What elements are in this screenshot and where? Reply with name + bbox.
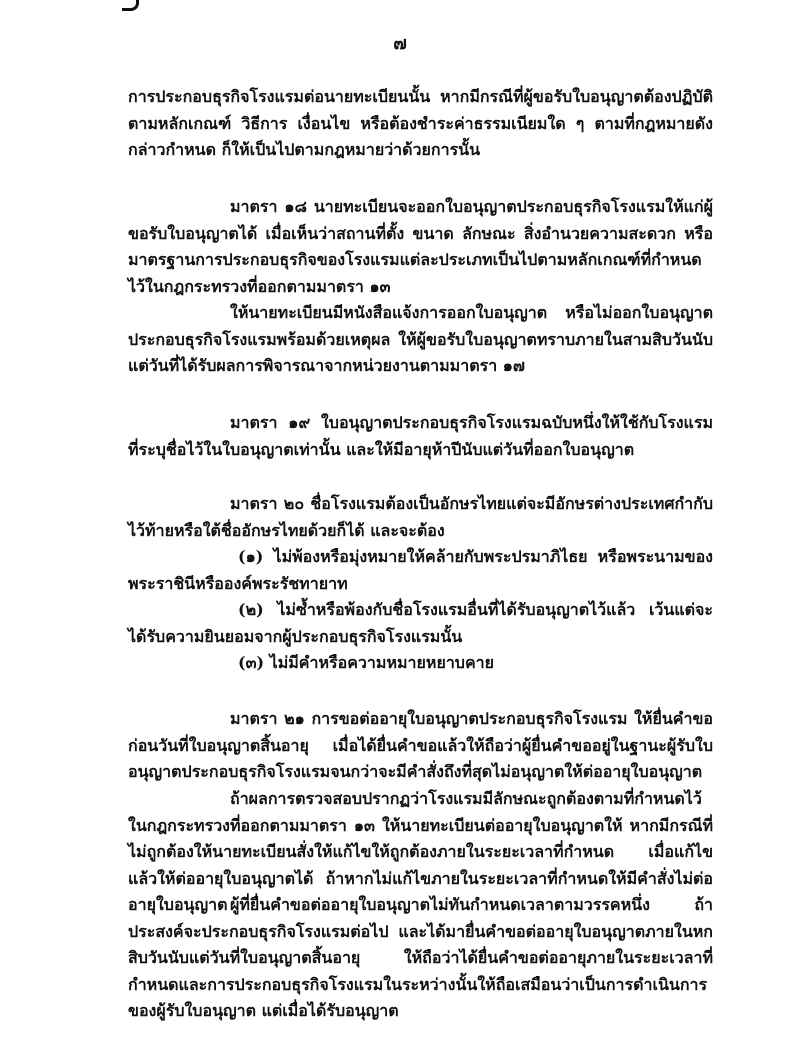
section-21-subparagraph-3: ผู้ที่ยื่นคำขอต่ออายุใบอนุญาตไม่ทันกำหนดเวลาตามวรรคหนึ่ง ถ้าประสงค์จะประกอบธุรกิจโรงแรมต่อไป และได้มายื่นคำขอต่ออายุใบอนุญาตภายในหกสิบวันนับแต่วันที่ใบอนุญาตสิ้นอายุ ให้ถือว่าได้ยื่นคำขอต่ออายุภายในระยะเวลาที่กำหนดและการประกอบธุรกิจโรงแรมในระหว่างนั้นให้ถือเสมือนว่าเป็นการดำเนินการของผู้รับใบอนุญาต แต่เมื่อได้รับอนุญาต: [128, 895, 713, 1020]
section-20-item-2: (๒) ไม่ซ้ำหรือพ้องกับชื่อโรงแรมอื่นที่ได้รับอนุญาตไว้แล้ว เว้นแต่จะได้รับความยินยอมจากผู้ประกอบธุรกิจโรงแรมนั้น: [128, 600, 713, 646]
section-19-paragraph: มาตรา ๑๙ ใบอนุญาตประกอบธุรกิจโรงแรมฉบับหนึ่งให้ใช้กับโรงแรมที่ระบุชื่อไว้ในใบอนุญาตเท่านั้น และให้มีอายุห้าปีนับแต่วันที่ออกใบอนุญาต: [128, 413, 713, 459]
paragraph-continuation: การประกอบธุรกิจโรงแรมต่อนายทะเบียนนั้น หากมีกรณีที่ผู้ขอรับใบอนุญาตต้องปฏิบัติตามหลักเกณฑ์ วิธีการ เงื่อนไข หรือต้องชำระค่าธรรมเนียมใด ๆ ตามที่กฎหมายดังกล่าวกำหนด ก็ให้เป็นไปตามกฎหมายว่าด้วยการนั้น: [128, 87, 713, 159]
scan-mark: [122, 0, 139, 11]
section-21-subparagraph-2: ถ้าผลการตรวจสอบปรากฏว่าโรงแรมมีลักษณะถูกต้องตามที่กำหนดไว้ในกฎกระทรวงที่ออกตามมาตรา ๑๓ ให้นายทะเบียนต่ออายุใบอนุญาตให้ หากมีกรณีที่ไม่ถูกต้องให้นายทะเบียนสั่งให้แก้ไขให้ถูกต้องภายในระยะเวลาที่กำหนด เมื่อแก้ไขแล้วให้ต่ออายุใบอนุญาตได้ ถ้าหากไม่แก้ไขภายในระยะเวลาที่กำหนดให้มีคำสั่งไม่ต่ออายุใบอนุญาต: [128, 789, 713, 914]
section-20-paragraph: มาตรา ๒๐ ชื่อโรงแรมต้องเป็นอักษรไทยแต่จะมีอักษรต่างประเทศกำกับไว้ท้ายหรือใต้ชื่ออักษรไทยด้วยก็ได้ และจะต้อง: [128, 494, 713, 540]
section-20-item-3: (๓) ไม่มีคำหรือความหมายหยาบคาย: [238, 653, 495, 672]
section-18-subparagraph: ให้นายทะเบียนมีหนังสือแจ้งการออกใบอนุญาต หรือไม่ออกใบอนุญาตประกอบธุรกิจโรงแรมพร้อมด้วยเหตุผล ให้ผู้ขอรับใบอนุญาตทราบภายในสามสิบวันนับแต่วันที่ได้รับผลการพิจารณาจากหน่วยงานตามมาตรา ๑๗: [128, 303, 713, 375]
page-number: ๗: [393, 33, 407, 54]
section-21-paragraph: มาตรา ๒๑ การขอต่ออายุใบอนุญาตประกอบธุรกิจโรงแรม ให้ยื่นคำขอก่อนวันที่ใบอนุญาตสิ้นอายุ เมื่อได้ยื่นคำขอแล้วให้ถือว่าผู้ยื่นคำขออยู่ในฐานะผู้รับใบอนุญาตประกอบธุรกิจโรงแรมจนกว่าจะมีคำสั่งถึงที่สุดไม่อนุญาตให้ต่ออายุใบอนุญาต: [128, 709, 713, 781]
section-18-paragraph: มาตรา ๑๘ นายทะเบียนจะออกใบอนุญาตประกอบธุรกิจโรงแรมให้แก่ผู้ขอรับใบอนุญาตได้ เมื่อเห็นว่าสถานที่ตั้ง ขนาด ลักษณะ สิ่งอำนวยความสะดวก หรือมาตรฐานการประกอบธุรกิจของโรงแรมแต่ละประเภทเป็นไปตามหลักเกณฑ์ที่กำหนดไว้ในกฎกระทรวงที่ออกตามมาตรา ๑๓: [128, 197, 713, 296]
section-20-item-1: (๑) ไม่พ้องหรือมุ่งหมายให้คล้ายกับพระปรมาภิไธย หรือพระนามของพระราชินีหรือองค์พระรัชทายาท: [128, 547, 713, 593]
